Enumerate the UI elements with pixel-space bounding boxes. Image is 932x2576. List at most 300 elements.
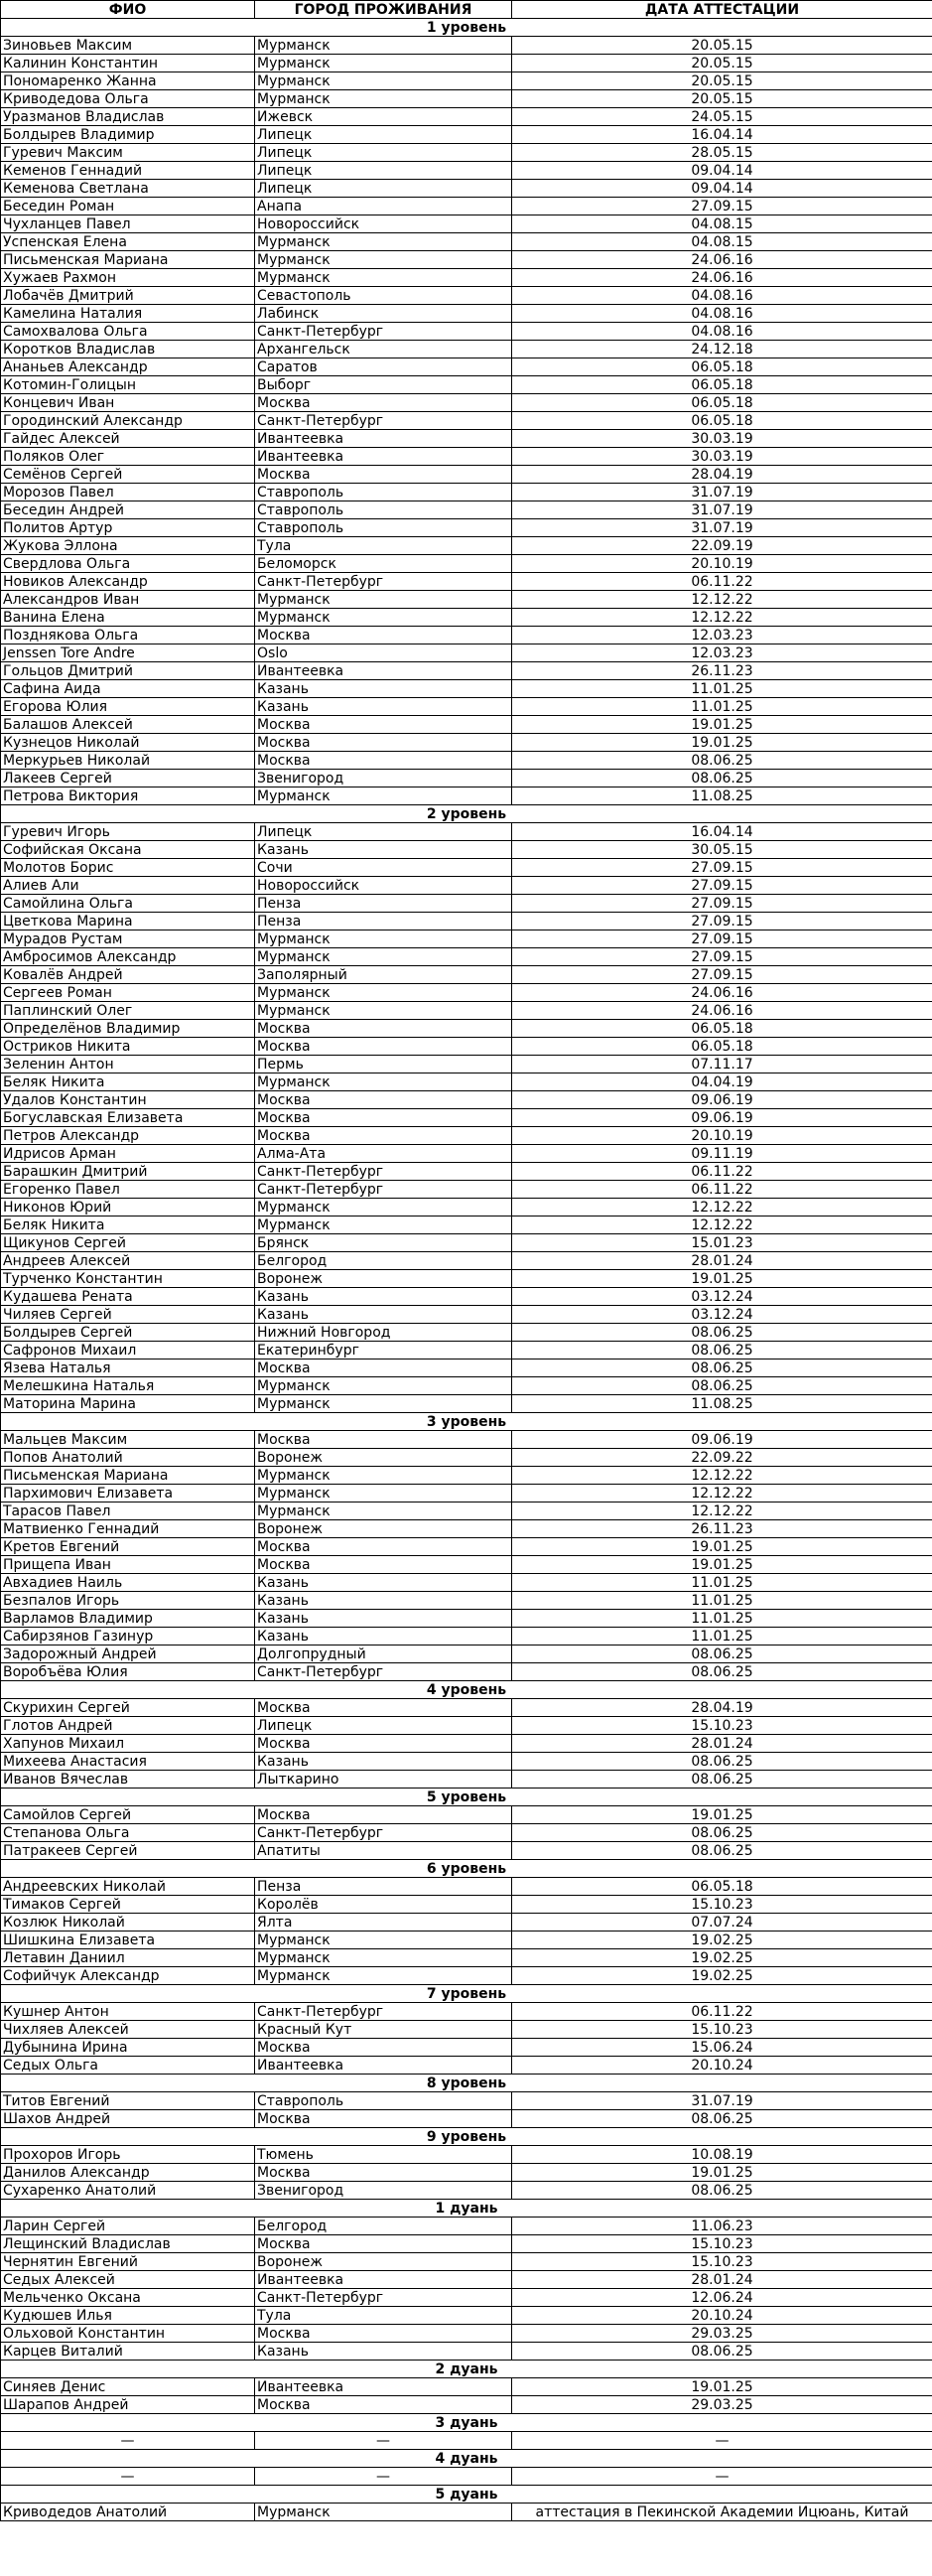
table-row	[1, 55, 932, 72]
cell-city: Мурманск	[255, 1199, 512, 1216]
cell-city: Липецк	[255, 162, 512, 180]
cell-city: Мурманск	[255, 1467, 512, 1485]
cell-date: 31.07.19	[512, 501, 932, 519]
cell-city: Москва	[255, 1109, 512, 1127]
cell-city: Казань	[255, 1592, 512, 1610]
table-row	[1, 662, 932, 680]
table-row	[1, 1056, 932, 1073]
table-row	[1, 90, 932, 108]
cell-date: 15.10.23	[512, 2021, 932, 2039]
cell-city: Мурманск	[255, 1949, 512, 1967]
cell-date: 08.06.25	[512, 752, 932, 770]
cell-city: Oslo	[255, 644, 512, 662]
table-row	[1, 841, 932, 859]
cell-date: 06.05.18	[512, 1038, 932, 1056]
table-row	[1, 1806, 932, 1824]
cell-city: Пенза	[255, 895, 512, 913]
cell-city: Мурманск	[255, 1395, 512, 1413]
cell-name: Письменская Мариана	[1, 251, 255, 269]
cell-name: Болдырев Владимир	[1, 126, 255, 144]
cell-name: Щикунов Сергей	[1, 1234, 255, 1252]
cell-date: 30.05.15	[512, 841, 932, 859]
cell-name: Седых Алексей	[1, 2271, 255, 2289]
cell-date: 27.09.15	[512, 966, 932, 984]
cell-name: Попов Анатолий	[1, 1449, 255, 1467]
cell-name: Амбросимов Александр	[1, 948, 255, 966]
cell-name: Чиляев Сергей	[1, 1306, 255, 1324]
table-row	[1, 698, 932, 716]
cell-city: Москва	[255, 1127, 512, 1145]
cell-date: 27.09.15	[512, 877, 932, 895]
cell-city: Мурманск	[255, 72, 512, 90]
cell-date: 27.09.15	[512, 859, 932, 877]
cell-date: 04.08.15	[512, 233, 932, 251]
table-row	[1, 1485, 932, 1503]
cell-city: Москва	[255, 466, 512, 484]
section-header-row	[1, 805, 932, 823]
cell-name: Егоренко Павел	[1, 1181, 255, 1199]
cell-name: Летавин Даниил	[1, 1949, 255, 1967]
cell-city: Лыткарино	[255, 1771, 512, 1789]
column-header-name: ФИО	[1, 1, 255, 19]
table-row	[1, 341, 932, 358]
cell-city: Алма-Ата	[255, 1145, 512, 1163]
table-row	[1, 966, 932, 984]
table-row	[1, 1610, 932, 1628]
cell-date: 19.01.25	[512, 716, 932, 734]
cell-name: Болдырев Сергей	[1, 1324, 255, 1342]
table-row	[1, 2003, 932, 2021]
cell-date: 27.09.15	[512, 913, 932, 930]
cell-date: 08.06.25	[512, 2343, 932, 2361]
cell-date: 04.08.16	[512, 305, 932, 323]
cell-name: Кушнер Антон	[1, 2003, 255, 2021]
cell-date: 19.01.25	[512, 2164, 932, 2182]
cell-name: Сергеев Роман	[1, 984, 255, 1002]
table-row	[1, 215, 932, 233]
cell-name: Мелешкина Наталья	[1, 1377, 255, 1395]
cell-date: 24.12.18	[512, 341, 932, 358]
cell-city: Мурманск	[255, 787, 512, 805]
cell-name: Гуревич Игорь	[1, 823, 255, 841]
cell-name: Хужаев Рахмон	[1, 269, 255, 287]
cell-date: 12.12.22	[512, 1503, 932, 1520]
cell-name: Андреев Алексей	[1, 1252, 255, 1270]
cell-city: Москва	[255, 2164, 512, 2182]
table-row	[1, 2057, 932, 2075]
cell-name: Сабирзянов Газинур	[1, 1628, 255, 1646]
cell-name: Ларин Сергей	[1, 2218, 255, 2235]
cell-date: 11.01.25	[512, 1574, 932, 1592]
cell-city: Брянск	[255, 1234, 512, 1252]
cell-city: Ставрополь	[255, 519, 512, 537]
table-row	[1, 269, 932, 287]
cell-date: 10.08.19	[512, 2146, 932, 2164]
cell-name: Паплинский Олег	[1, 1002, 255, 1020]
cell-city: —	[255, 2468, 512, 2486]
cell-date: 08.06.25	[512, 770, 932, 787]
cell-date: 08.06.25	[512, 1753, 932, 1771]
cell-city: Казань	[255, 1288, 512, 1306]
table-row	[1, 644, 932, 662]
table-row	[1, 251, 932, 269]
cell-date: 08.06.25	[512, 1842, 932, 1860]
cell-date: 12.12.22	[512, 1199, 932, 1216]
table-row	[1, 1127, 932, 1145]
cell-name: Кеменова Светлана	[1, 180, 255, 198]
cell-date: 09.11.19	[512, 1145, 932, 1163]
table-row	[1, 1538, 932, 1556]
table-row	[1, 162, 932, 180]
cell-date: 12.12.22	[512, 1485, 932, 1503]
cell-name: Лакеев Сергей	[1, 770, 255, 787]
cell-city: Ивантеевка	[255, 2057, 512, 2075]
cell-city: Москва	[255, 2039, 512, 2057]
cell-name: Авхадиев Наиль	[1, 1574, 255, 1592]
cell-name: Турченко Константин	[1, 1270, 255, 1288]
cell-name: Кудашева Рената	[1, 1288, 255, 1306]
table-row	[1, 1914, 932, 1932]
section-title: 9 уровень	[1, 2128, 932, 2146]
cell-name: Свердлова Ольга	[1, 555, 255, 573]
cell-date: 20.10.24	[512, 2057, 932, 2075]
cell-date: 30.03.19	[512, 448, 932, 466]
cell-date: 06.05.18	[512, 394, 932, 412]
cell-city: Выборг	[255, 376, 512, 394]
cell-name: Петров Александр	[1, 1127, 255, 1145]
table-body	[1, 19, 932, 2521]
cell-date: 11.01.25	[512, 698, 932, 716]
table-row	[1, 1735, 932, 1753]
section-header-row	[1, 1985, 932, 2003]
table-row	[1, 2253, 932, 2271]
cell-name: Синяев Денис	[1, 2378, 255, 2396]
cell-city: Саратов	[255, 358, 512, 376]
cell-date: 19.02.25	[512, 1932, 932, 1949]
table-row	[1, 1467, 932, 1485]
cell-name: Задорожный Андрей	[1, 1646, 255, 1663]
cell-date: 07.07.24	[512, 1914, 932, 1932]
cell-name: Михеева Анастасия	[1, 1753, 255, 1771]
cell-city: Москва	[255, 1431, 512, 1449]
cell-city: Казань	[255, 2343, 512, 2361]
cell-name: Тимаков Сергей	[1, 1896, 255, 1914]
cell-name: Идрисов Арман	[1, 1145, 255, 1163]
cell-name: Самойлина Ольга	[1, 895, 255, 913]
cell-city: Мурманск	[255, 591, 512, 609]
cell-name: Егорова Юлия	[1, 698, 255, 716]
cell-date: 06.05.18	[512, 1878, 932, 1896]
cell-city: Тула	[255, 537, 512, 555]
column-header-date: ДАТА АТТЕСТАЦИИ	[512, 1, 932, 19]
table-row	[1, 1949, 932, 1967]
cell-date: 20.05.15	[512, 37, 932, 55]
cell-date: 20.10.19	[512, 555, 932, 573]
table-row	[1, 1020, 932, 1038]
cell-city: Ставрополь	[255, 501, 512, 519]
cell-city: Москва	[255, 2235, 512, 2253]
cell-date: 08.06.25	[512, 1360, 932, 1377]
table-row	[1, 859, 932, 877]
cell-city: Москва	[255, 1699, 512, 1717]
cell-city: Мурманск	[255, 55, 512, 72]
cell-city: Казань	[255, 1628, 512, 1646]
cell-date: 24.06.16	[512, 984, 932, 1002]
cell-date: 24.05.15	[512, 108, 932, 126]
cell-date: 24.06.16	[512, 269, 932, 287]
table-row	[1, 984, 932, 1002]
table-row	[1, 1824, 932, 1842]
table-row	[1, 1842, 932, 1860]
cell-date: —	[512, 2468, 932, 2486]
cell-name: —	[1, 2432, 255, 2450]
cell-city: Мурманск	[255, 1485, 512, 1503]
cell-city: Севастополь	[255, 287, 512, 305]
cell-date: 12.12.22	[512, 1467, 932, 1485]
cell-date: 15.10.23	[512, 1896, 932, 1914]
cell-name: Прохоров Игорь	[1, 2146, 255, 2164]
table-row	[1, 1574, 932, 1592]
cell-date: 11.01.25	[512, 1592, 932, 1610]
cell-date: 19.01.25	[512, 1270, 932, 1288]
cell-date: 04.08.15	[512, 215, 932, 233]
cell-city: Мурманск	[255, 1967, 512, 1985]
cell-date: 22.09.22	[512, 1449, 932, 1467]
cell-name: Беседин Роман	[1, 198, 255, 215]
table-row	[1, 1646, 932, 1663]
cell-city: Москва	[255, 752, 512, 770]
table-row	[1, 913, 932, 930]
cell-city: Мурманск	[255, 1002, 512, 1020]
table-row	[1, 1896, 932, 1914]
cell-name: Поляков Олег	[1, 448, 255, 466]
table-row	[1, 430, 932, 448]
cell-date: 09.06.19	[512, 1431, 932, 1449]
table-row	[1, 1753, 932, 1771]
cell-name: Чернятин Евгений	[1, 2253, 255, 2271]
cell-city: Белгород	[255, 1252, 512, 1270]
cell-date: 12.03.23	[512, 627, 932, 644]
cell-date: 29.03.25	[512, 2325, 932, 2343]
table-row	[1, 1431, 932, 1449]
table-row	[1, 1878, 932, 1896]
cell-name: Новиков Александр	[1, 573, 255, 591]
cell-date: 06.11.22	[512, 2003, 932, 2021]
table-row	[1, 1699, 932, 1717]
cell-city: Москва	[255, 1806, 512, 1824]
section-header-row	[1, 19, 932, 37]
cell-name: Тарасов Павел	[1, 1503, 255, 1520]
cell-name: Определёнов Владимир	[1, 1020, 255, 1038]
table-row	[1, 1234, 932, 1252]
cell-date: —	[512, 2432, 932, 2450]
cell-date: 20.05.15	[512, 72, 932, 90]
cell-city: Апатиты	[255, 1842, 512, 1860]
header-row	[1, 1, 932, 19]
cell-date: 08.06.25	[512, 1342, 932, 1360]
cell-city: Мурманск	[255, 90, 512, 108]
cell-date: 09.06.19	[512, 1109, 932, 1127]
cell-name: Камелина Наталия	[1, 305, 255, 323]
cell-name: Зиновьев Максим	[1, 37, 255, 55]
table-row	[1, 770, 932, 787]
cell-name: Чихляев Алексей	[1, 2021, 255, 2039]
cell-name: Ванина Елена	[1, 609, 255, 627]
table-row	[1, 287, 932, 305]
table-row	[1, 1199, 932, 1216]
cell-date: 27.09.15	[512, 948, 932, 966]
cell-name: Сафронов Михаил	[1, 1342, 255, 1360]
cell-date: 19.01.25	[512, 1806, 932, 1824]
table-row	[1, 2504, 932, 2521]
table-row	[1, 466, 932, 484]
table-row	[1, 305, 932, 323]
table-row	[1, 537, 932, 555]
table-row	[1, 37, 932, 55]
section-title: 2 дуань	[1, 2361, 932, 2378]
cell-date: 06.05.18	[512, 376, 932, 394]
cell-city: Ижевск	[255, 108, 512, 126]
cell-name: Беляк Никита	[1, 1216, 255, 1234]
cell-date: 28.04.19	[512, 1699, 932, 1717]
cell-city: Москва	[255, 627, 512, 644]
cell-date: 16.04.14	[512, 823, 932, 841]
cell-name: Барашкин Дмитрий	[1, 1163, 255, 1181]
table-row	[1, 1073, 932, 1091]
cell-date: 19.01.25	[512, 1556, 932, 1574]
cell-city: Ставрополь	[255, 484, 512, 501]
cell-city: Москва	[255, 1735, 512, 1753]
table-row	[1, 1449, 932, 1467]
cell-date: 30.03.19	[512, 430, 932, 448]
cell-city: Королёв	[255, 1896, 512, 1914]
cell-date: 31.07.19	[512, 519, 932, 537]
cell-name: Козлюк Николай	[1, 1914, 255, 1932]
table-row	[1, 1091, 932, 1109]
cell-date: 11.06.23	[512, 2218, 932, 2235]
cell-name: Богуславская Елизавета	[1, 1109, 255, 1127]
table-row	[1, 394, 932, 412]
cell-name: Криводедова Ольга	[1, 90, 255, 108]
section-title: 5 дуань	[1, 2486, 932, 2504]
cell-date: 11.01.25	[512, 1610, 932, 1628]
table-row	[1, 358, 932, 376]
cell-name: Язева Наталья	[1, 1360, 255, 1377]
table-row	[1, 2289, 932, 2307]
cell-city: Мурманск	[255, 1932, 512, 1949]
cell-name: Балашов Алексей	[1, 716, 255, 734]
cell-name: Ольховой Константин	[1, 2325, 255, 2343]
table-row	[1, 1270, 932, 1288]
section-header-row	[1, 2414, 932, 2432]
cell-name: Иванов Вячеслав	[1, 1771, 255, 1789]
table-row	[1, 787, 932, 805]
cell-name: Гольцов Дмитрий	[1, 662, 255, 680]
cell-city: Мурманск	[255, 1377, 512, 1395]
table-row	[1, 144, 932, 162]
section-title: 6 уровень	[1, 1860, 932, 1878]
table-row	[1, 1342, 932, 1360]
cell-name: Гайдес Алексей	[1, 430, 255, 448]
cell-date: 31.07.19	[512, 2092, 932, 2110]
cell-city: Мурманск	[255, 37, 512, 55]
cell-date: 29.03.25	[512, 2396, 932, 2414]
table-row	[1, 1628, 932, 1646]
cell-city: Мурманск	[255, 1503, 512, 1520]
cell-name: Лещинский Владислав	[1, 2235, 255, 2253]
cell-name: Беседин Андрей	[1, 501, 255, 519]
cell-date: 04.08.16	[512, 287, 932, 305]
cell-date: 08.06.25	[512, 1646, 932, 1663]
cell-city: Пермь	[255, 1056, 512, 1073]
cell-city: Москва	[255, 1020, 512, 1038]
cell-city: Ставрополь	[255, 2092, 512, 2110]
table-row	[1, 2218, 932, 2235]
cell-date: 27.09.15	[512, 930, 932, 948]
cell-date: 11.01.25	[512, 1628, 932, 1646]
cell-city: Москва	[255, 2110, 512, 2128]
table-row	[1, 323, 932, 341]
section-header-row	[1, 2200, 932, 2218]
cell-name: Кудюшев Илья	[1, 2307, 255, 2325]
table-row	[1, 1377, 932, 1395]
cell-city: Архангельск	[255, 341, 512, 358]
cell-name: Коротков Владислав	[1, 341, 255, 358]
cell-date: 12.03.23	[512, 644, 932, 662]
cell-date: 06.11.22	[512, 1181, 932, 1199]
cell-city: Лабинск	[255, 305, 512, 323]
cell-name: Цветкова Марина	[1, 913, 255, 930]
cell-city: Санкт-Петербург	[255, 1824, 512, 1842]
table-row	[1, 501, 932, 519]
cell-city: Нижний Новгород	[255, 1324, 512, 1342]
cell-date: 20.05.15	[512, 90, 932, 108]
cell-city: Казань	[255, 1306, 512, 1324]
cell-date: 08.06.25	[512, 1771, 932, 1789]
cell-city: Санкт-Петербург	[255, 2003, 512, 2021]
cell-name: Ковалёв Андрей	[1, 966, 255, 984]
cell-name: Пархимович Елизавета	[1, 1485, 255, 1503]
cell-city: Мурманск	[255, 233, 512, 251]
table-row	[1, 2235, 932, 2253]
cell-date: 19.02.25	[512, 1967, 932, 1985]
cell-date: 24.06.16	[512, 251, 932, 269]
cell-date: 27.09.15	[512, 198, 932, 215]
cell-city: Ивантеевка	[255, 662, 512, 680]
table-row	[1, 2396, 932, 2414]
cell-name: Морозов Павел	[1, 484, 255, 501]
section-title: 3 дуань	[1, 2414, 932, 2432]
cell-date: 28.04.19	[512, 466, 932, 484]
cell-name: Степанова Ольга	[1, 1824, 255, 1842]
cell-city: Мурманск	[255, 269, 512, 287]
table-row	[1, 1592, 932, 1610]
table-row	[1, 519, 932, 537]
table-row	[1, 2378, 932, 2396]
cell-date: 12.12.22	[512, 591, 932, 609]
cell-name: Мельченко Оксана	[1, 2289, 255, 2307]
cell-city: Воронеж	[255, 1449, 512, 1467]
cell-date: 04.04.19	[512, 1073, 932, 1091]
cell-name: Глотов Андрей	[1, 1717, 255, 1735]
table-row	[1, 2039, 932, 2057]
cell-name: Успенская Елена	[1, 233, 255, 251]
cell-name: Лобачёв Дмитрий	[1, 287, 255, 305]
table-row	[1, 2307, 932, 2325]
section-title: 4 уровень	[1, 1681, 932, 1699]
cell-city: Ивантеевка	[255, 430, 512, 448]
cell-name: Петрова Виктория	[1, 787, 255, 805]
